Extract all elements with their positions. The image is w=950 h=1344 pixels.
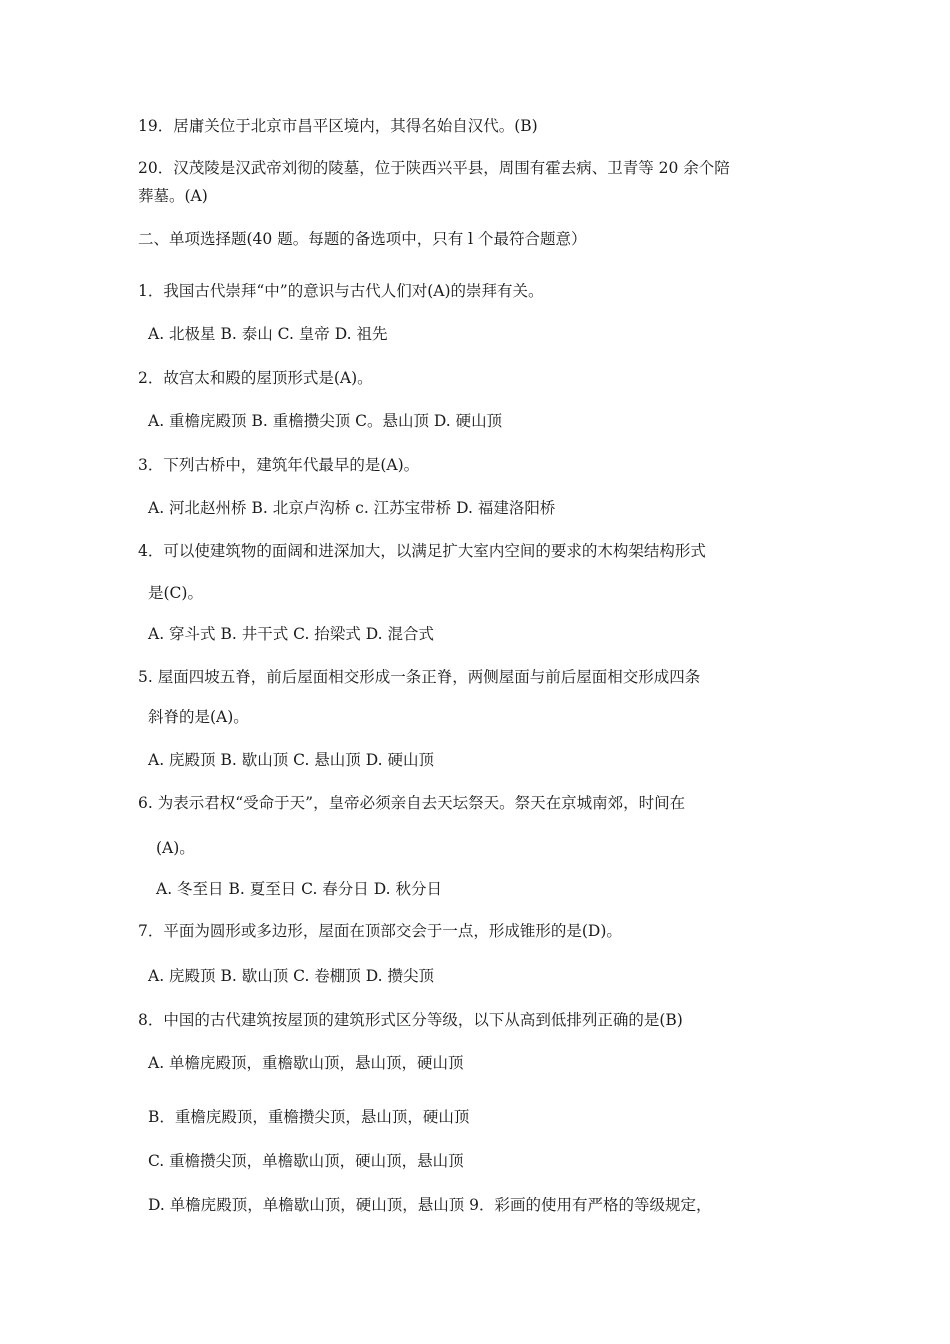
question-19-text: 19．居庸关位于北京市昌平区境内，其得名始自汉代。(B)	[138, 117, 538, 135]
question-8-text: 8．中国的古代建筑按屋顶的建筑形式区分等级，以下从高到低排列正确的是(B)	[138, 1011, 683, 1029]
question-5-text: 5. 屋面四坡五脊，前后屋面相交形成一条正脊，两侧屋面与前后屋面相交形成四条	[138, 668, 701, 686]
question-2-options: A. 重檐庑殿顶 B. 重檐攒尖顶 C。悬山顶 D. 硬山顶	[148, 412, 503, 430]
question-8-option-c: C. 重檐攒尖顶，单檐歇山顶，硬山顶，悬山顶	[148, 1152, 464, 1170]
section-heading: 二、单项选择题(40 题。每题的备选项中，只有 l 个最符合题意）	[138, 230, 587, 248]
question-7-options: A. 庑殿顶 B. 歇山顶 C. 卷棚顶 D. 攒尖顶	[148, 967, 434, 985]
question-2-text: 2．故宫太和殿的屋顶形式是(A)。	[138, 369, 373, 387]
question-7-text: 7．平面为圆形或多边形，屋面在顶部交会于一点，形成锥形的是(D)。	[138, 922, 622, 940]
question-3-options: A. 河北赵州桥 B. 北京卢沟桥 c. 江苏宝带桥 D. 福建洛阳桥	[148, 499, 556, 517]
question-8-option-d: D. 单檐庑殿顶，单檐歇山顶，硬山顶，悬山顶 9．彩画的使用有严格的等级规定，	[148, 1196, 712, 1214]
question-8-option-a: A. 单檐庑殿顶，重檐歇山顶，悬山顶，硬山顶	[148, 1054, 464, 1072]
question-6-text-cont: (A)。	[156, 839, 195, 857]
question-4-text: 4．可以使建筑物的面阔和进深加大，以满足扩大室内空间的要求的木构架结构形式	[138, 542, 706, 560]
question-1-options: A. 北极星 B. 泰山 C. 皇帝 D. 祖先	[148, 325, 388, 343]
question-4-options: A. 穿斗式 B. 井干式 C. 抬梁式 D. 混合式	[148, 625, 434, 643]
question-4-text-cont: 是(C)。	[148, 584, 203, 602]
question-5-text-cont: 斜脊的是(A)。	[148, 708, 249, 726]
question-5-options: A. 庑殿顶 B. 歇山顶 C. 悬山顶 D. 硬山顶	[148, 751, 434, 769]
question-6-text: 6. 为表示君权“受命于天”，皇帝必须亲自去天坛祭天。祭天在京城南郊，时间在	[138, 794, 686, 812]
question-8-option-b: B．重檐庑殿顶，重檐攒尖顶，悬山顶，硬山顶	[148, 1108, 470, 1126]
question-6-options: A. 冬至日 B. 夏至日 C. 春分日 D. 秋分日	[156, 880, 442, 898]
question-20-text-cont: 葬墓。(A)	[138, 187, 208, 205]
question-3-text: 3．下列古桥中，建筑年代最早的是(A)。	[138, 456, 420, 474]
question-20-text: 20．汉茂陵是汉武帝刘彻的陵墓，位于陕西兴平县，周围有霍去病、卫青等 20 余个陪	[138, 159, 730, 177]
question-1-text: 1．我国古代崇拜“中”的意识与古代人们对(A)的崇拜有关。	[138, 282, 544, 300]
